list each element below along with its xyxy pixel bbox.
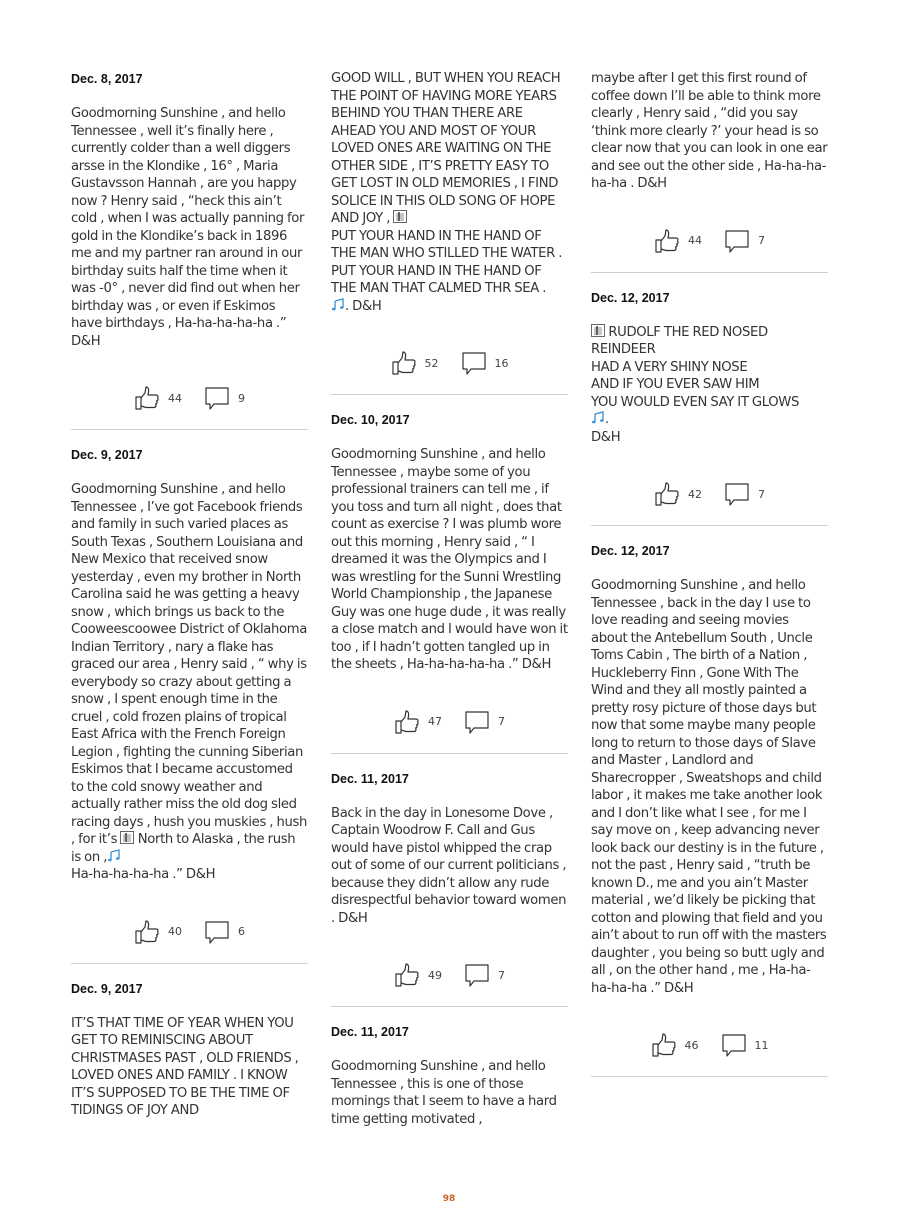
post-text: IT’S THAT TIME OF YEAR WHEN YOU GET TO REMINISCING ABOUT CHRISTMASES PAST , OLD FRIENDS , LOVED ONES AND FAMILY . I KNOW IT’S SUPPOSED TO BE THE TIME OF TIDINGS OF JOY AND: [71, 1015, 299, 1118]
speech-bubble-icon: [724, 228, 750, 254]
speech-bubble-icon: [721, 1032, 747, 1058]
thumbs-up-icon: [394, 709, 420, 735]
post-stats: [591, 1031, 828, 1059]
post: [331, 411, 568, 754]
post-stats: [591, 480, 828, 508]
like-button[interactable]: [651, 1032, 699, 1058]
post: [71, 70, 308, 430]
thumbs-up-icon: [134, 385, 160, 411]
comment-count: 7: [758, 487, 765, 501]
like-button[interactable]: [391, 350, 439, 376]
post-text: Goodmorning Sunshine , and hello Tennessee , well it’s finally here , currently colder than a well diggers arsse in the Klondike , 16° , Maria Gustavsson Hannah , are you happy now ? Henry said , “heck this ain’t cold , when I was actually panning for gold in the Klondike’s back in 1896 me and my partner ran around in our birthday suits half the time when it was -0° , never did find out when her birthday was , or even if Eskimos have birthdays , Ha-ha-ha-ha-ha .” D&H: [71, 106, 305, 349]
post-text: [71, 481, 308, 884]
like-button[interactable]: [394, 709, 442, 735]
divider: [331, 394, 568, 395]
comment-button[interactable]: [464, 962, 505, 988]
music-score-icon: [591, 324, 605, 337]
text-segment: GOOD WILL , BUT WHEN YOU REACH THE POINT OF HAVING MORE YEARS BEHIND YOU THAN THERE ARE AHEAD YOU AND MOST OF YOUR LOVED ONES ARE WAITING ON THE OTHER SIDE , IT’S PRETTY EASY TO GET LOST IN OLD MEMORIES , I FIND SOLICE IN THIS OLD SONG OF HOPE AND JOY ,: [331, 71, 561, 226]
post: [591, 70, 828, 273]
post-stats: [71, 384, 308, 412]
divider: [591, 1076, 828, 1077]
post-date: Dec. 12, 2017: [591, 290, 670, 305]
divider: [71, 429, 308, 430]
post-date: Dec. 8, 2017: [71, 72, 143, 86]
thumbs-up-icon: [394, 962, 420, 988]
comment-count: 6: [238, 925, 245, 938]
speech-bubble-icon: [204, 385, 230, 411]
comment-count: 16: [494, 356, 509, 370]
like-count: 52: [424, 356, 439, 370]
like-count: 42: [688, 487, 702, 501]
text-segment: Goodmorning Sunshine , and hello Tennessee , I’ve got Facebook friends and family in such varied places as South Texas , Southern Louisiana and New Mexico that received snow yesterday , even my brother in North Carolina said he was getting a heavy snow , which brings us back to the Cooweescoowee District of Oklahoma Indian Territory , nary a flake has graced our area , Henry said , “ why is everybody so crazy about getting a snow , I spent enough time in the cruel , cold frozen plains of tropical East Africa with the French Foreign Legion , fighting the cunning Siberian Eskimos that I became accustomed to the cold snowy weather and actually rather miss the old dog sled racing days , hush you muskies , hush , for it’s: [71, 482, 308, 847]
column-3: [591, 70, 828, 1093]
post: [331, 70, 568, 395]
speech-bubble-icon: [724, 481, 750, 507]
comment-count: 9: [238, 391, 245, 405]
like-button[interactable]: [654, 481, 702, 507]
post-date: Dec. 11, 2017: [331, 1025, 409, 1039]
post-text: [591, 324, 828, 447]
divider: [331, 1006, 568, 1007]
post-stats: [71, 918, 308, 946]
comment-button[interactable]: [724, 228, 765, 254]
post-text: maybe after I get this first round of coffee down I’ll be able to think more clearly , Henry said , “did you say ‘think more clearly ?’ your head is so clear now that you can look in one ear and see out the other side , Ha-ha-ha-ha-ha . D&H: [591, 71, 828, 191]
post: [331, 770, 568, 1008]
thumbs-up-icon: [651, 1032, 677, 1058]
like-count: 47: [428, 715, 442, 728]
post: [331, 1023, 568, 1128]
comment-button[interactable]: [461, 350, 509, 376]
like-button[interactable]: [134, 919, 182, 945]
music-score-icon: [393, 210, 407, 223]
column-2: [331, 70, 568, 1128]
like-button[interactable]: [394, 962, 442, 988]
post: [71, 446, 308, 964]
thumbs-up-icon: [654, 481, 680, 507]
comment-button[interactable]: [464, 709, 505, 735]
post-date: Dec. 9, 2017: [71, 981, 143, 996]
post-text: Back in the day in Lonesome Dove , Captain Woodrow F. Call and Gus would have pistol whipped the crap out of some of our current politicians , because they didn’t allow any rude disrespectful behavior toward women . D&H: [331, 805, 567, 926]
post-date: Dec. 12, 2017: [591, 544, 670, 558]
post-date: Dec. 9, 2017: [71, 448, 143, 462]
column-1: [71, 70, 308, 1120]
comment-count: 7: [498, 968, 505, 982]
comment-count: 7: [758, 234, 765, 247]
like-count: 44: [168, 391, 182, 405]
post-date: Dec. 10, 2017: [331, 413, 410, 427]
text-segment: RUDOLF THE RED NOSED REINDEER HAD A VERY SHINY NOSE AND IF YOU EVER SAW HIM YOU WOULD EVEN SAY IT GLOWS: [591, 324, 799, 410]
like-count: 49: [428, 968, 442, 982]
text-segment: . D&H: [345, 298, 382, 314]
post-stats: [331, 961, 568, 989]
comment-button[interactable]: [724, 481, 765, 507]
post-text: Goodmorning Sunshine , and hello Tennessee , back in the day I use to love reading and seeing movies about the Antebellum South , Uncle Toms Cabin , The birth of a Nation , Huckleberry Finn , Gone With The Wind and they all mostly painted a pretty rosy picture of those days but now that some maybe many people long to return to those days of Slave and Master , Landlord and Sharecropper , Sweatshops and child labor , it makes me take another look and I don’t like what I see , for me I say move on , keep advancing never look back our destiny is in the future , not the past , Henry said , “truth be known D., me and you ain’t Master material , we’d likely be picking that cotton and plowing that field and you ain’t about to run off with the masters daughter , you being so butt ugly and all , on the other hand , me , Ha-ha-ha-ha-ha .” D&H: [591, 578, 827, 996]
post-stats: [331, 708, 568, 736]
comment-button[interactable]: [204, 385, 245, 411]
text-segment: North to Alaska , the rush is on ,: [71, 832, 296, 865]
divider: [331, 753, 568, 754]
music-score-icon: [120, 831, 134, 844]
speech-bubble-icon: [464, 709, 490, 735]
comment-count: 7: [498, 715, 505, 728]
comment-button[interactable]: [721, 1032, 769, 1058]
like-count: 40: [168, 925, 182, 938]
thumbs-up-icon: [391, 350, 417, 376]
page-number: 98: [442, 1194, 456, 1204]
text-segment: Ha-ha-ha-ha-ha .” D&H: [71, 867, 216, 882]
post: [71, 980, 308, 1120]
like-button[interactable]: [654, 228, 702, 254]
post-text: [331, 70, 568, 315]
music-notes-icon: [107, 849, 121, 862]
divider: [591, 525, 828, 526]
text-segment: . D&H: [591, 412, 621, 445]
speech-bubble-icon: [464, 962, 490, 988]
thumbs-up-icon: [654, 228, 680, 254]
comment-count: 11: [754, 1038, 769, 1052]
post-text: Goodmorning Sunshine , and hello Tennessee , maybe some of you professional trainers can tell me , if you toss and turn all night , does that count as exercise ? I was plumb wore out this morning , Henry said , “ I dreamed it was the Olympics and I was wrestling for the Sunni Wrestling World Championship , the Japanese Guy was one huge dude , it was really a close match and I would have won it too , if I hadn’t gotten tangled up in the sheets , Ha-ha-ha-ha-ha .” D&H: [331, 447, 568, 672]
like-count: 46: [684, 1038, 699, 1052]
music-notes-icon: [331, 298, 345, 311]
divider: [591, 272, 828, 273]
thumbs-up-icon: [134, 919, 160, 945]
post: [591, 289, 828, 527]
divider: [71, 963, 308, 964]
post-text: Goodmorning Sunshine , and hello Tennessee , this is one of those mornings that I seem to have a hard time getting motivated ,: [331, 1059, 557, 1127]
post-stats: [331, 349, 568, 377]
music-notes-icon: [591, 411, 605, 424]
post-stats: [591, 227, 828, 255]
like-count: 44: [688, 234, 702, 247]
speech-bubble-icon: [204, 919, 230, 945]
comment-button[interactable]: [204, 919, 245, 945]
speech-bubble-icon: [461, 350, 487, 376]
like-button[interactable]: [134, 385, 182, 411]
post-date: Dec. 11, 2017: [331, 771, 409, 786]
post: [591, 542, 828, 1077]
text-segment: PUT YOUR HAND IN THE HAND OF THE MAN WHO STILLED THE WATER . PUT YOUR HAND IN THE HAND OF THE MAN THAT CALMED THR SEA .: [331, 228, 563, 296]
